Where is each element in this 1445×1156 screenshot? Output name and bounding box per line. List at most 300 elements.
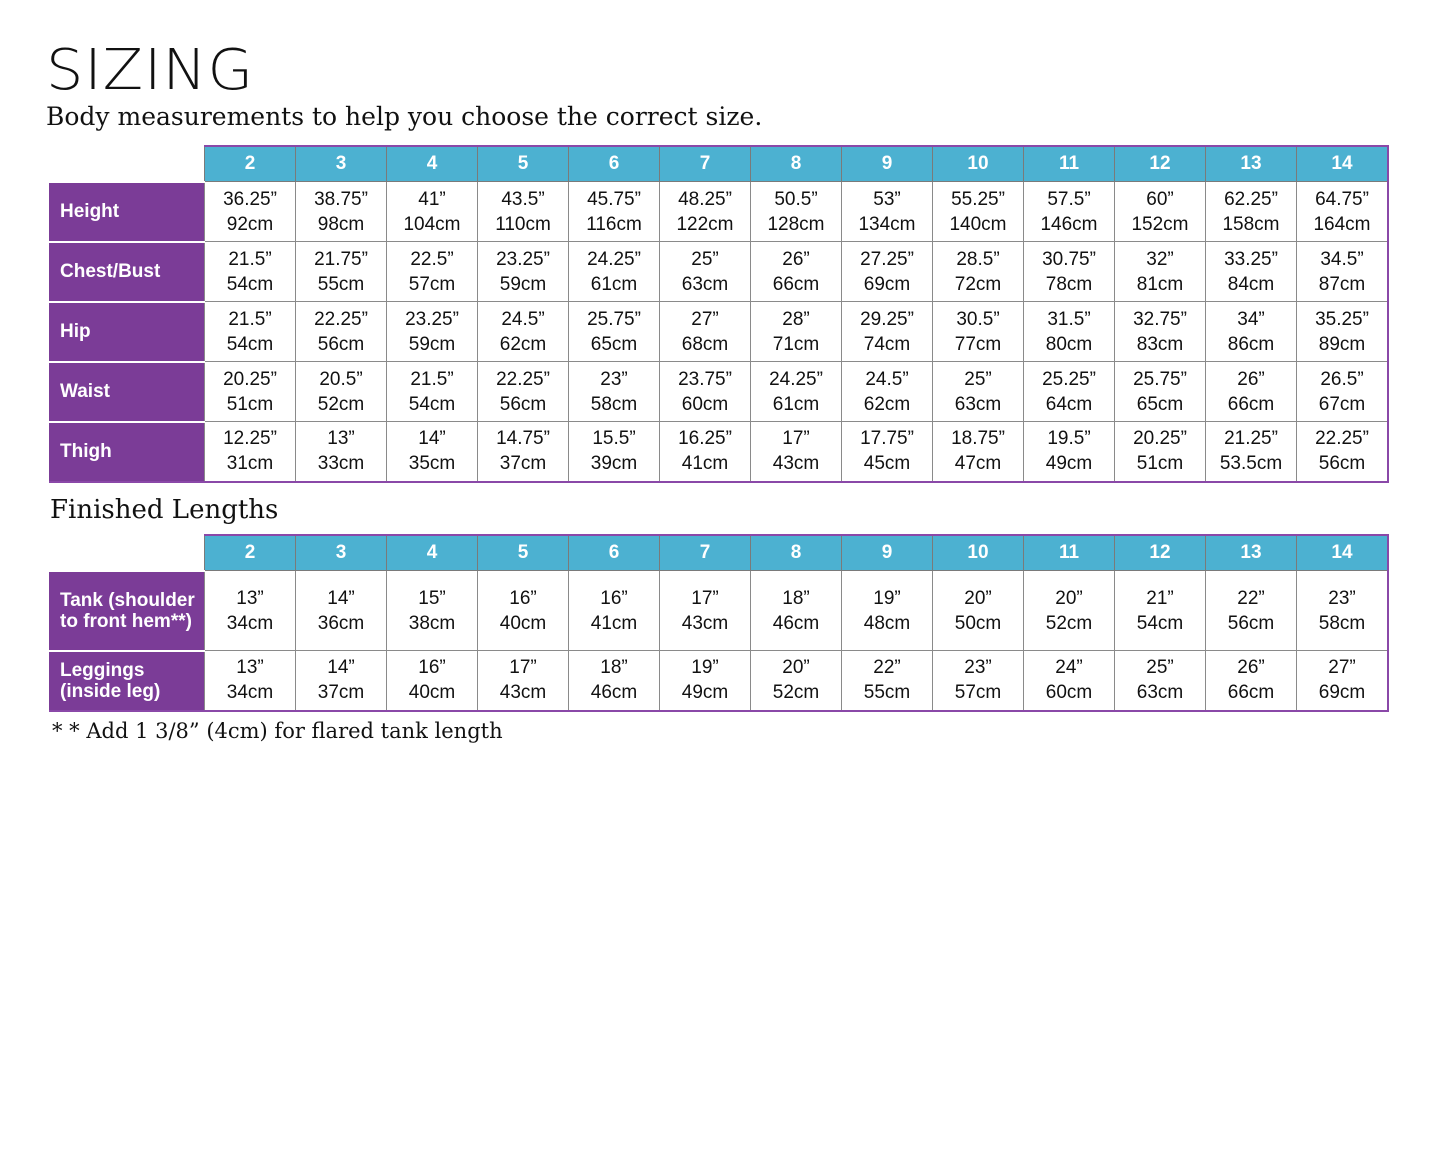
measurement-cell <box>933 242 1024 302</box>
measurement-cell <box>1024 422 1115 482</box>
measurement-cell <box>205 302 296 362</box>
size-header: 9 <box>842 535 933 571</box>
inches-value: 13” <box>236 587 264 609</box>
measurement-cell <box>1024 242 1115 302</box>
measurement-cell <box>205 362 296 422</box>
size-header: 3 <box>296 146 387 182</box>
size-header: 7 <box>660 146 751 182</box>
cm-value: 65cm <box>1136 393 1184 415</box>
measurement-cell <box>1206 651 1297 711</box>
measurement-cell <box>569 362 660 422</box>
measurement-cell <box>478 571 569 651</box>
measurement-cell <box>1024 651 1115 711</box>
inches-value: 21.5” <box>228 248 272 270</box>
measurement-cell <box>569 651 660 711</box>
inches-value: 22” <box>873 657 901 679</box>
inches-value: 19.5” <box>1047 428 1091 450</box>
size-header: 5 <box>478 535 569 571</box>
measurement-cell <box>296 422 387 482</box>
inches-value: 36.25” <box>223 188 277 210</box>
measurement-cell <box>205 242 296 302</box>
cm-value: 67cm <box>1318 393 1366 415</box>
inches-value: 22.25” <box>496 368 550 390</box>
inches-value: 13” <box>236 657 264 679</box>
cm-value: 158cm <box>1222 213 1280 235</box>
measurement-cell <box>1297 242 1389 302</box>
table-row <box>49 302 1388 362</box>
measurement-cell <box>842 242 933 302</box>
measurement-cell <box>478 242 569 302</box>
cm-value: 66cm <box>1227 393 1275 415</box>
measurement-cell <box>1206 422 1297 482</box>
inches-value: 31.5” <box>1047 308 1091 330</box>
inches-value: 23” <box>964 657 992 679</box>
cm-value: 86cm <box>1227 333 1275 355</box>
measurement-cell <box>1297 182 1389 242</box>
measurement-cell <box>296 651 387 711</box>
inches-value: 34” <box>1237 308 1265 330</box>
inches-value: 20” <box>1055 587 1083 609</box>
inches-value: 27” <box>691 308 719 330</box>
table-row <box>49 182 1388 242</box>
inches-value: 32.75” <box>1133 308 1187 330</box>
measurement-cell <box>1297 302 1389 362</box>
measurement-cell <box>660 362 751 422</box>
measurement-cell <box>478 362 569 422</box>
cm-value: 128cm <box>767 213 825 235</box>
measurement-cell <box>1115 362 1206 422</box>
inches-value: 21.25” <box>1224 428 1278 450</box>
corner-cell <box>49 535 205 571</box>
measurement-cell <box>1297 651 1389 711</box>
inches-value: 17” <box>691 587 719 609</box>
row-label: Hip <box>49 302 205 362</box>
cm-value: 69cm <box>863 273 911 295</box>
inches-value: 29.25” <box>860 308 914 330</box>
cm-value: 52cm <box>772 682 820 704</box>
cm-value: 61cm <box>772 393 820 415</box>
measurement-cell <box>842 422 933 482</box>
measurement-cell <box>751 242 842 302</box>
cm-value: 78cm <box>1045 273 1093 295</box>
cm-value: 54cm <box>1136 612 1184 634</box>
cm-value: 37cm <box>499 453 547 475</box>
cm-value: 46cm <box>590 682 638 704</box>
measurement-cell <box>842 571 933 651</box>
measurement-cell <box>387 651 478 711</box>
measurement-cell <box>205 651 296 711</box>
cm-value: 98cm <box>317 213 365 235</box>
inches-value: 16.25” <box>678 428 732 450</box>
measurement-cell <box>1115 571 1206 651</box>
cm-value: 134cm <box>858 213 916 235</box>
inches-value: 60” <box>1146 188 1174 210</box>
inches-value: 24.5” <box>501 308 545 330</box>
table-row <box>49 571 1388 651</box>
cm-value: 37cm <box>317 682 365 704</box>
measurement-cell <box>933 182 1024 242</box>
measurement-cell <box>933 362 1024 422</box>
inches-value: 14” <box>327 587 355 609</box>
inches-value: 21.5” <box>228 308 272 330</box>
cm-value: 35cm <box>408 453 456 475</box>
inches-value: 25” <box>964 368 992 390</box>
measurement-cell <box>1024 362 1115 422</box>
inches-value: 48.25” <box>678 188 732 210</box>
inches-value: 20” <box>782 657 810 679</box>
cm-value: 43cm <box>681 612 729 634</box>
cm-value: 116cm <box>586 213 642 235</box>
measurement-cell <box>751 651 842 711</box>
inches-value: 22.5” <box>410 248 454 270</box>
measurement-cell <box>387 422 478 482</box>
size-header: 5 <box>478 146 569 182</box>
measurement-cell <box>751 182 842 242</box>
inches-value: 32” <box>1146 248 1174 270</box>
row-label: Tank (shoulder to front hem**) <box>49 571 205 651</box>
cm-value: 62cm <box>863 393 911 415</box>
cm-value: 52cm <box>317 393 365 415</box>
table-row <box>49 242 1388 302</box>
cm-value: 63cm <box>681 273 729 295</box>
cm-value: 52cm <box>1045 612 1093 634</box>
size-header: 12 <box>1115 535 1206 571</box>
inches-value: 13” <box>327 428 355 450</box>
measurement-cell <box>205 571 296 651</box>
inches-value: 20.5” <box>319 368 363 390</box>
measurement-cell <box>933 651 1024 711</box>
cm-value: 33cm <box>317 453 365 475</box>
inches-value: 17” <box>782 428 810 450</box>
measurement-cell <box>1206 302 1297 362</box>
measurement-cell <box>205 182 296 242</box>
inches-value: 30.75” <box>1042 248 1096 270</box>
inches-value: 28” <box>782 308 810 330</box>
size-header: 11 <box>1024 146 1115 182</box>
measurement-cell <box>387 182 478 242</box>
measurement-cell <box>751 362 842 422</box>
size-header: 9 <box>842 146 933 182</box>
cm-value: 68cm <box>681 333 729 355</box>
measurement-cell <box>569 242 660 302</box>
measurement-cell <box>1115 242 1206 302</box>
measurement-cell <box>933 571 1024 651</box>
cm-value: 59cm <box>499 273 547 295</box>
cm-value: 66cm <box>772 273 820 295</box>
measurement-cell <box>205 422 296 482</box>
cm-value: 89cm <box>1318 333 1366 355</box>
cm-value: 43cm <box>499 682 547 704</box>
inches-value: 22” <box>1237 587 1265 609</box>
cm-value: 58cm <box>590 393 638 415</box>
measurement-cell <box>296 302 387 362</box>
measurement-cell <box>751 422 842 482</box>
inches-value: 30.5” <box>956 308 1000 330</box>
measurement-cell <box>1206 182 1297 242</box>
row-label: Height <box>49 182 205 242</box>
inches-value: 33.25” <box>1224 248 1278 270</box>
inches-value: 45.75” <box>587 188 641 210</box>
cm-value: 64cm <box>1045 393 1093 415</box>
cm-value: 43cm <box>772 453 820 475</box>
finished-lengths-table <box>49 534 1389 712</box>
measurement-cell <box>569 422 660 482</box>
cm-value: 110cm <box>495 213 551 235</box>
cm-value: 39cm <box>590 453 638 475</box>
cm-value: 34cm <box>226 612 274 634</box>
cm-value: 74cm <box>863 333 911 355</box>
inches-value: 35.25” <box>1315 308 1369 330</box>
measurement-cell <box>569 302 660 362</box>
inches-value: 25” <box>691 248 719 270</box>
inches-value: 17.75” <box>860 428 914 450</box>
size-header: 13 <box>1206 146 1297 182</box>
measurement-cell <box>569 571 660 651</box>
inches-value: 22.25” <box>1315 428 1369 450</box>
measurement-cell <box>751 571 842 651</box>
size-header-row <box>49 146 1388 182</box>
finished-lengths-heading: Finished Lengths <box>50 495 279 525</box>
inches-value: 25.75” <box>1133 368 1187 390</box>
row-label: Leggings (inside leg) <box>49 651 205 711</box>
inches-value: 15.5” <box>592 428 636 450</box>
measurement-cell <box>1024 571 1115 651</box>
cm-value: 56cm <box>499 393 547 415</box>
measurement-cell <box>387 571 478 651</box>
cm-value: 54cm <box>226 273 274 295</box>
cm-value: 58cm <box>1318 612 1366 634</box>
cm-value: 60cm <box>681 393 729 415</box>
cm-value: 146cm <box>1040 213 1098 235</box>
cm-value: 55cm <box>863 682 911 704</box>
cm-value: 49cm <box>1045 453 1093 475</box>
measurement-cell <box>660 242 751 302</box>
inches-value: 24.25” <box>587 248 641 270</box>
inches-value: 16” <box>600 587 628 609</box>
cm-value: 87cm <box>1318 273 1366 295</box>
measurement-cell <box>569 182 660 242</box>
size-header: 8 <box>751 146 842 182</box>
size-header: 10 <box>933 146 1024 182</box>
cm-value: 53.5cm <box>1219 453 1283 475</box>
measurement-cell <box>933 422 1024 482</box>
cm-value: 46cm <box>772 612 820 634</box>
measurement-cell <box>1206 362 1297 422</box>
inches-value: 19” <box>691 657 719 679</box>
inches-value: 43.5” <box>501 188 545 210</box>
cm-value: 140cm <box>949 213 1007 235</box>
inches-value: 25.25” <box>1042 368 1096 390</box>
row-label: Chest/Bust <box>49 242 205 302</box>
inches-value: 12.25” <box>223 428 277 450</box>
size-header: 6 <box>569 146 660 182</box>
page-title: SIZING <box>46 38 255 103</box>
inches-value: 27.25” <box>860 248 914 270</box>
measurement-cell <box>1115 302 1206 362</box>
cm-value: 152cm <box>1131 213 1189 235</box>
cm-value: 40cm <box>499 612 547 634</box>
table-row <box>49 651 1388 711</box>
row-label: Waist <box>49 362 205 422</box>
size-header: 4 <box>387 535 478 571</box>
measurement-cell <box>842 362 933 422</box>
measurement-cell <box>1115 422 1206 482</box>
cm-value: 41cm <box>681 453 729 475</box>
measurement-cell <box>387 242 478 302</box>
inches-value: 17” <box>509 657 537 679</box>
cm-value: 50cm <box>954 612 1002 634</box>
measurement-cell <box>842 302 933 362</box>
inches-value: 25” <box>1146 657 1174 679</box>
cm-value: 38cm <box>408 612 456 634</box>
measurement-cell <box>296 571 387 651</box>
cm-value: 84cm <box>1227 273 1275 295</box>
measurement-cell <box>660 571 751 651</box>
cm-value: 54cm <box>226 333 274 355</box>
inches-value: 14” <box>327 657 355 679</box>
cm-value: 65cm <box>590 333 638 355</box>
size-header: 14 <box>1297 146 1389 182</box>
cm-value: 49cm <box>681 682 729 704</box>
inches-value: 24.25” <box>769 368 823 390</box>
measurement-cell <box>296 182 387 242</box>
cm-value: 59cm <box>408 333 456 355</box>
cm-value: 71cm <box>772 333 820 355</box>
size-header: 8 <box>751 535 842 571</box>
measurement-cell <box>387 362 478 422</box>
cm-value: 47cm <box>954 453 1002 475</box>
inches-value: 64.75” <box>1315 188 1369 210</box>
cm-value: 54cm <box>408 393 456 415</box>
measurement-cell <box>1115 651 1206 711</box>
inches-value: 26” <box>1237 657 1265 679</box>
measurement-cell <box>660 302 751 362</box>
size-header: 4 <box>387 146 478 182</box>
inches-value: 23” <box>1328 587 1356 609</box>
body-measurements-table <box>49 145 1389 483</box>
inches-value: 26” <box>782 248 810 270</box>
cm-value: 63cm <box>954 393 1002 415</box>
cm-value: 41cm <box>590 612 638 634</box>
measurement-cell <box>296 242 387 302</box>
page-subtitle: Body measurements to help you choose the correct size. <box>46 102 763 131</box>
measurement-cell <box>296 362 387 422</box>
inches-value: 27” <box>1328 657 1356 679</box>
inches-value: 26.5” <box>1320 368 1364 390</box>
cm-value: 57cm <box>954 682 1002 704</box>
size-header: 12 <box>1115 146 1206 182</box>
row-label: Thigh <box>49 422 205 482</box>
measurement-cell <box>1024 182 1115 242</box>
table-row <box>49 422 1388 482</box>
size-header-row <box>49 535 1388 571</box>
measurement-cell <box>1206 242 1297 302</box>
measurement-cell <box>842 182 933 242</box>
cm-value: 66cm <box>1227 682 1275 704</box>
cm-value: 104cm <box>403 213 461 235</box>
cm-value: 36cm <box>317 612 365 634</box>
inches-value: 55.25” <box>951 188 1005 210</box>
cm-value: 61cm <box>590 273 638 295</box>
inches-value: 26” <box>1237 368 1265 390</box>
inches-value: 38.75” <box>314 188 368 210</box>
inches-value: 34.5” <box>1320 248 1364 270</box>
measurement-cell <box>1024 302 1115 362</box>
measurement-cell <box>1297 422 1389 482</box>
measurement-cell <box>1115 182 1206 242</box>
inches-value: 24” <box>1055 657 1083 679</box>
inches-value: 24.5” <box>865 368 909 390</box>
inches-value: 25.75” <box>587 308 641 330</box>
measurement-cell <box>478 422 569 482</box>
inches-value: 23” <box>600 368 628 390</box>
cm-value: 34cm <box>226 682 274 704</box>
size-header: 3 <box>296 535 387 571</box>
inches-value: 23.75” <box>678 368 732 390</box>
inches-value: 53” <box>873 188 901 210</box>
corner-cell <box>49 146 205 182</box>
cm-value: 92cm <box>226 213 274 235</box>
inches-value: 16” <box>509 587 537 609</box>
inches-value: 22.25” <box>314 308 368 330</box>
cm-value: 56cm <box>1318 453 1366 475</box>
cm-value: 164cm <box>1313 213 1371 235</box>
inches-value: 50.5” <box>774 188 818 210</box>
cm-value: 81cm <box>1136 273 1184 295</box>
measurement-cell <box>387 302 478 362</box>
cm-value: 63cm <box>1136 682 1184 704</box>
inches-value: 23.25” <box>405 308 459 330</box>
cm-value: 80cm <box>1045 333 1093 355</box>
inches-value: 19” <box>873 587 901 609</box>
inches-value: 18.75” <box>951 428 1005 450</box>
cm-value: 56cm <box>317 333 365 355</box>
footnote: * * Add 1 3/8” (4cm) for flared tank length <box>52 719 503 743</box>
cm-value: 48cm <box>863 612 911 634</box>
cm-value: 45cm <box>863 453 911 475</box>
inches-value: 28.5” <box>956 248 1000 270</box>
inches-value: 41” <box>418 188 446 210</box>
measurement-cell <box>478 651 569 711</box>
inches-value: 20.25” <box>1133 428 1187 450</box>
measurement-cell <box>1206 571 1297 651</box>
inches-value: 16” <box>418 657 446 679</box>
measurement-cell <box>1297 362 1389 422</box>
inches-value: 21” <box>1146 587 1174 609</box>
size-header: 10 <box>933 535 1024 571</box>
measurement-cell <box>660 651 751 711</box>
measurement-cell <box>842 651 933 711</box>
cm-value: 77cm <box>954 333 1002 355</box>
cm-value: 40cm <box>408 682 456 704</box>
inches-value: 18” <box>600 657 628 679</box>
cm-value: 55cm <box>317 273 365 295</box>
inches-value: 21.5” <box>410 368 454 390</box>
cm-value: 60cm <box>1045 682 1093 704</box>
measurement-cell <box>1297 571 1389 651</box>
size-header: 7 <box>660 535 751 571</box>
size-header: 14 <box>1297 535 1389 571</box>
cm-value: 62cm <box>499 333 547 355</box>
cm-value: 69cm <box>1318 682 1366 704</box>
inches-value: 20.25” <box>223 368 277 390</box>
cm-value: 57cm <box>408 273 456 295</box>
measurement-cell <box>660 182 751 242</box>
size-header: 11 <box>1024 535 1115 571</box>
measurement-cell <box>478 302 569 362</box>
size-header: 2 <box>205 146 296 182</box>
measurement-cell <box>660 422 751 482</box>
